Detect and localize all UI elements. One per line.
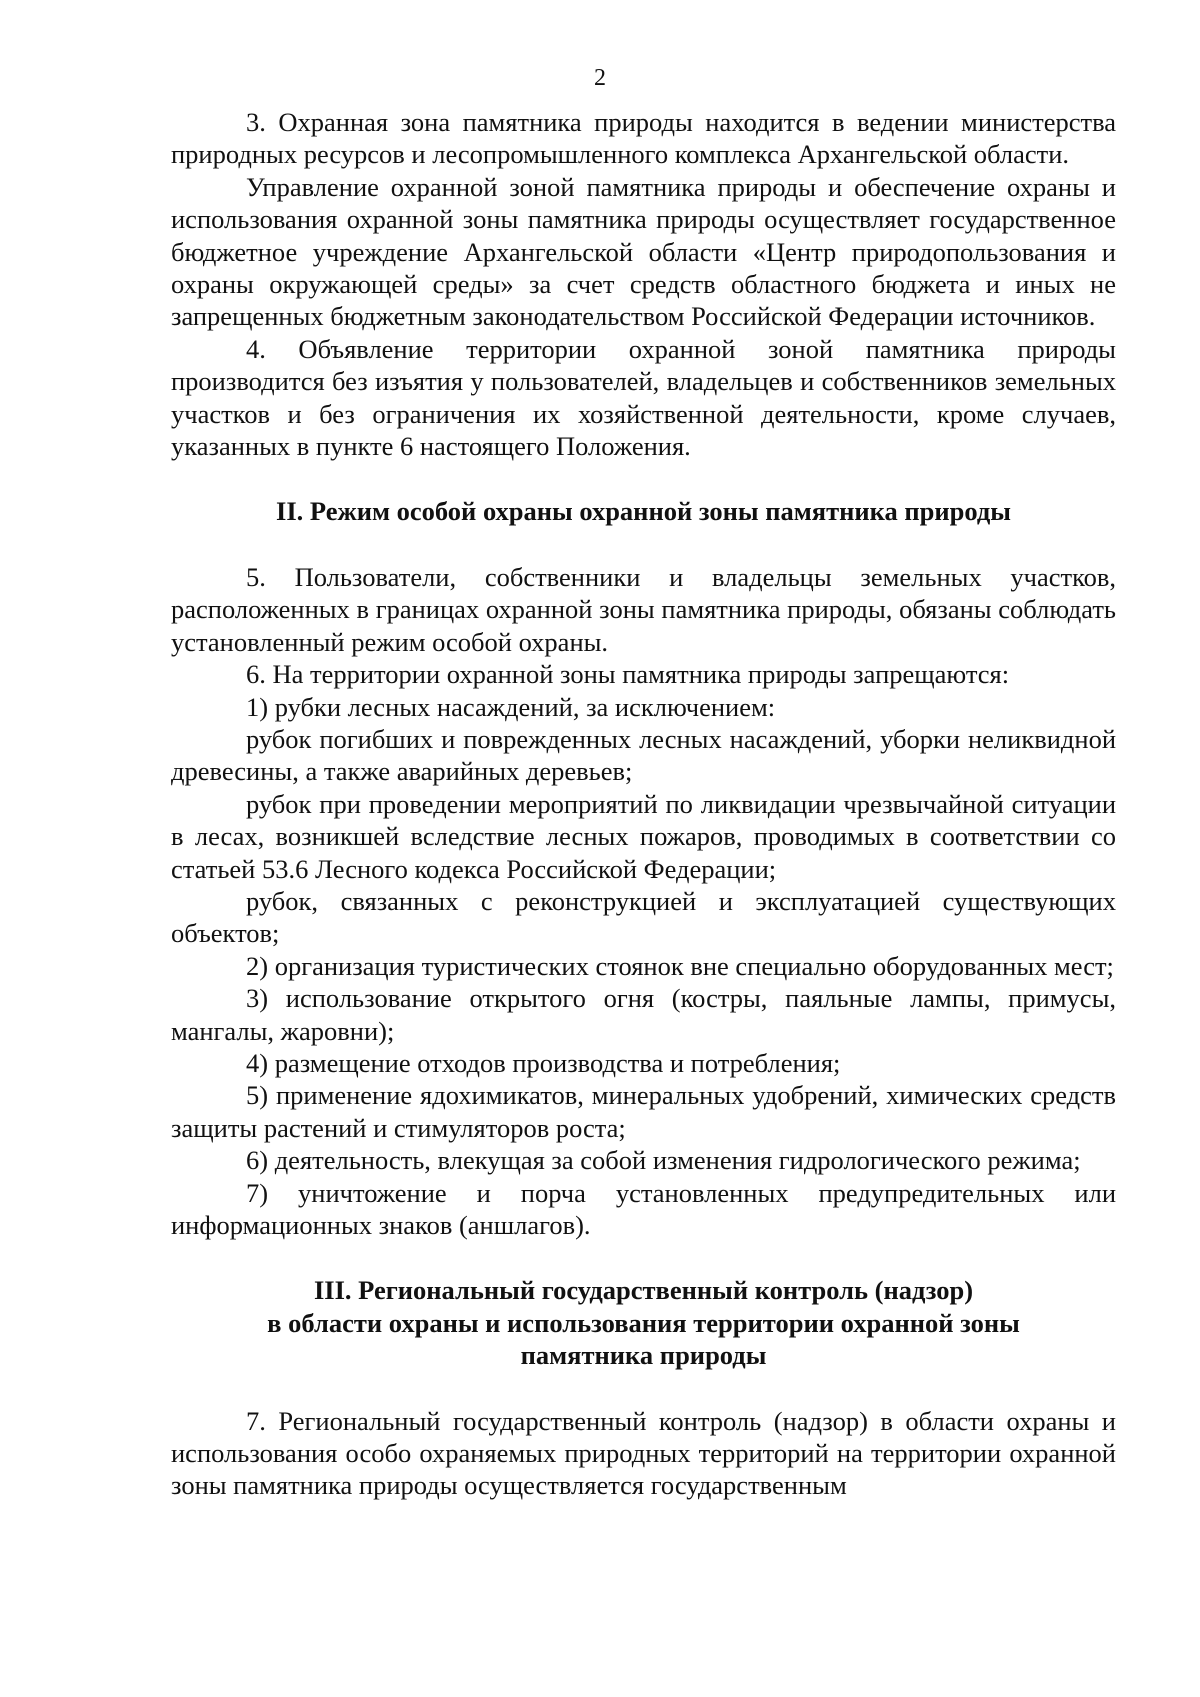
section-3-heading [171,1274,1116,1371]
list-item-3: 3) использование открытого огня (костры, паяльные лампы, примусы, мангалы, жаровни); [171,983,1116,1046]
paragraph-item-6: 6. На территории охранной зоны памятника природы запрещаются: [246,659,1010,690]
document-body [171,106,1116,1502]
list-subitem-dead-trees: рубок погибших и поврежденных лесных насаждений, уборки неликвидной древесины, а также аварийных деревьев; [171,723,1116,787]
section-3-heading-line-1: III. Региональный государственный контроль (надзор) [313,1275,974,1306]
list-item-5: 5) применение ядохимикатов, минеральных удобрений, химических средств защиты растений и стимуляторов роста; [171,1080,1116,1143]
list-item-4: 4) размещение отходов производства и потребления; [246,1047,841,1078]
list-subitem-emergency: рубок при проведении мероприятий по ликвидации чрезвычайной ситуации в лесах, возникшей вследствие лесных пожаров, проводимых в соответствии со статьей 53.6 Лесного кодекса Российской Федерации; [171,788,1116,884]
page-number: 2 [594,65,606,91]
section-3-heading-line-2: в области охраны и использования территории охранной зоны [267,1307,1020,1338]
paragraph-item-3: 3. Охранная зона памятника природы находится в ведении министерства природных ресурсов и лесопромышленного комплекса Архангельской области. [171,107,1116,170]
paragraph-item-5: 5. Пользователи, собственники и владельцы земельных участков, расположенных в границах охранной зоны памятника природы, обязаны соблюдать установленный режим особой охраны. [171,561,1116,657]
section-3-heading-line-3: памятника природы [520,1340,767,1371]
list-subitem-reconstruction: рубок, связанных с реконструкцией и эксплуатацией существующих объектов; [171,885,1116,949]
list-item-7: 7) уничтожение и порча установленных предупредительных или информационных знаков (аншлагов). [171,1177,1116,1240]
list-item-2: 2) организация туристических стоянок вне специально оборудованных мест; [246,950,1114,981]
paragraph-item-7: 7. Региональный государственный контроль (надзор) в области охраны и использования особо охраняемых природных территорий на территории охранной зоны памятника природы осуществляется государственным [171,1405,1116,1501]
section-2-heading: II. Режим особой охраны охранной зоны памятника природы [276,496,1011,527]
paragraph-management: Управление охранной зоной памятника природы и обеспечение охраны и использования охранной зоны памятника природы осуществляет государственное бюджетное учреждение Архангельской области «Центр природопользования и охраны окружающей среды» за счет средств областного бюджета и иных не запрещенных бюджетным законодательством Российской Федерации источников. [171,171,1116,332]
paragraph-item-4: 4. Объявление территории охранной зоной памятника природы производится без изъятия у пользователей, владельцев и собственников земельных участков и без ограничения их хозяйственной деятельности, кроме случаев, указанных в пункте 6 настоящего Положения. [171,333,1116,462]
list-item-1: 1) рубки лесных насаждений, за исключением: [246,691,776,722]
list-item-6: 6) деятельность, влекущая за собой изменения гидрологического режима; [246,1145,1081,1176]
